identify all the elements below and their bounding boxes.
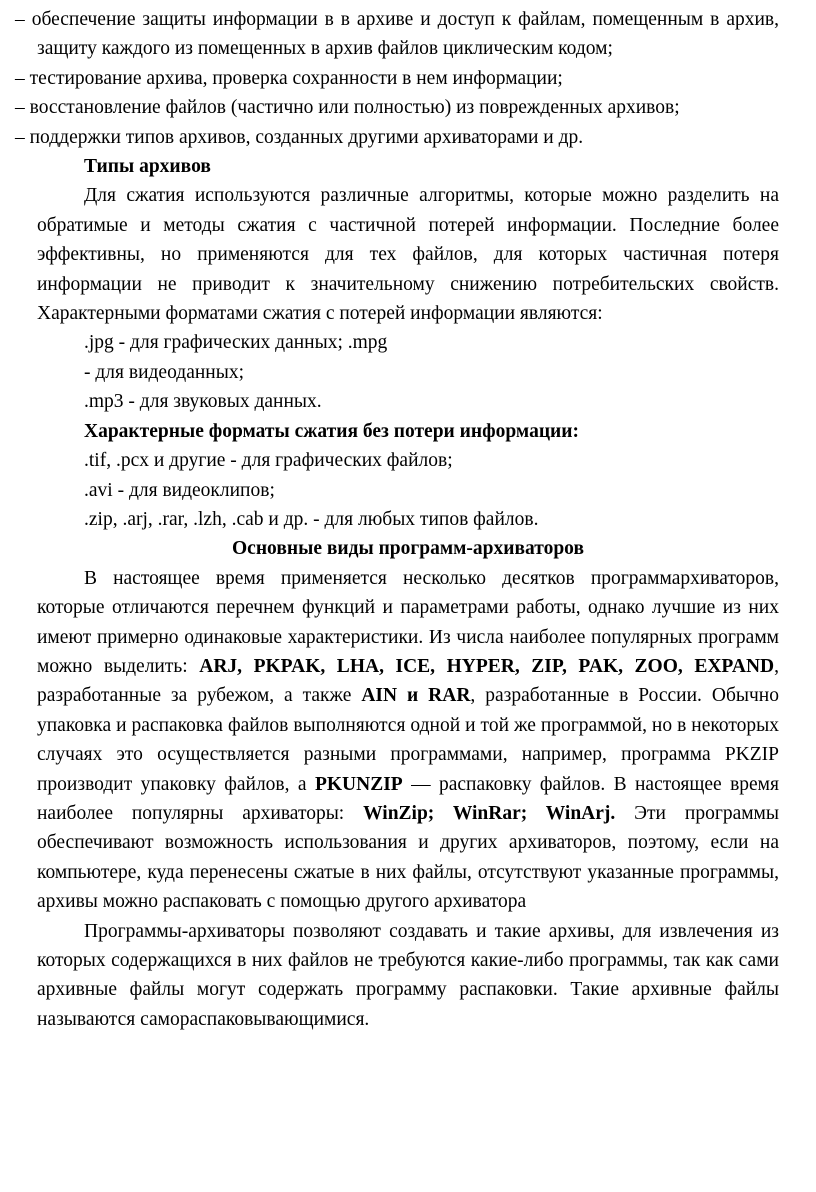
line-tif-format: .tif, .pcx и другие - для графических файлов; [84,450,453,472]
line-mpg-format: - для видеоданных; [84,361,244,383]
heading-lossless-formats: Характерные форматы сжатия без потери информации: [84,420,580,442]
list-item-testing: – тестирование архива, проверка сохранности в нем информации; [15,67,563,89]
line-avi-format: .avi - для видеоклипов; [84,479,275,501]
paragraph-archiver-programs: В настоящее время применяется несколько десятков программархиваторов, которые отличаются перечнем функций и параметрами работы, однако лучшие из них имеют примерно одинаковые характеристики. Из числа наиболее популярных программ можно выделить: ARJ, PKPAK, LHA, ICE, HYPER, ZIP, PAK, ZOO, EXPAND, разработанные за рубежом, а также AIN и RAR, разработанные в России. Обычно упаковка и распаковка файлов выполняются одной и той же программой, но в некоторых случаях это осуществляется разными программами, например, программа PKZIP производит упаковку файлов, а PKUNZIP — распаковку файлов. В настоящее время наиболее популярны архиваторы: WinZip; WinRar; WinArj. Эти программы обеспечивают возможность использования и других архиваторов, поэтому, если на компьютере, куда перенесены сжатые в них файлы, отсутствуют указанные программы, архивы можно распаковать с помощью другого архиватора [37,567,779,913]
list-item-recovery: – восстановление файлов (частично или полностью) из поврежденных архивов; [15,97,680,119]
line-jpg-format: .jpg - для графических данных; .mpg [84,332,388,354]
heading-archiver-programs: Основные виды программ-архиваторов [232,538,584,560]
line-zip-format: .zip, .arj, .rar, .lzh, .cab и др. - для любых типов файлов. [84,508,539,530]
list-item-protection: – обеспечение защиты информации в в архиве и доступ к файлам, помещенным в архив, защиту каждого из помещенных в архив файлов циклическим кодом; [15,9,779,60]
list-item-support: – поддержки типов архивов, созданных другими архиваторами и др. [15,126,584,148]
line-mp3-format: .mp3 - для звуковых данных. [84,391,322,413]
paragraph-self-extracting: Программы-архиваторы позволяют создавать и такие архивы, для извлечения из которых содержащихся в них файлов не требуются какие-либо программы, так как сами архивные файлы могут содержать программу распаковки. Такие архивные файлы называются самораспаковывающимися. [37,920,779,1030]
heading-archive-types: Типы архивов [84,156,211,178]
paragraph-compression-algorithms: Для сжатия используются различные алгоритмы, которые можно разделить на обратимые и методы сжатия с частичной потерей информации. Последние более эффективны, но применяются для тех файлов, для которых частичная потеря информации не приводит к значительному снижению потребительских свойств. Характерными форматами сжатия с потерей информации являются: [37,185,779,325]
